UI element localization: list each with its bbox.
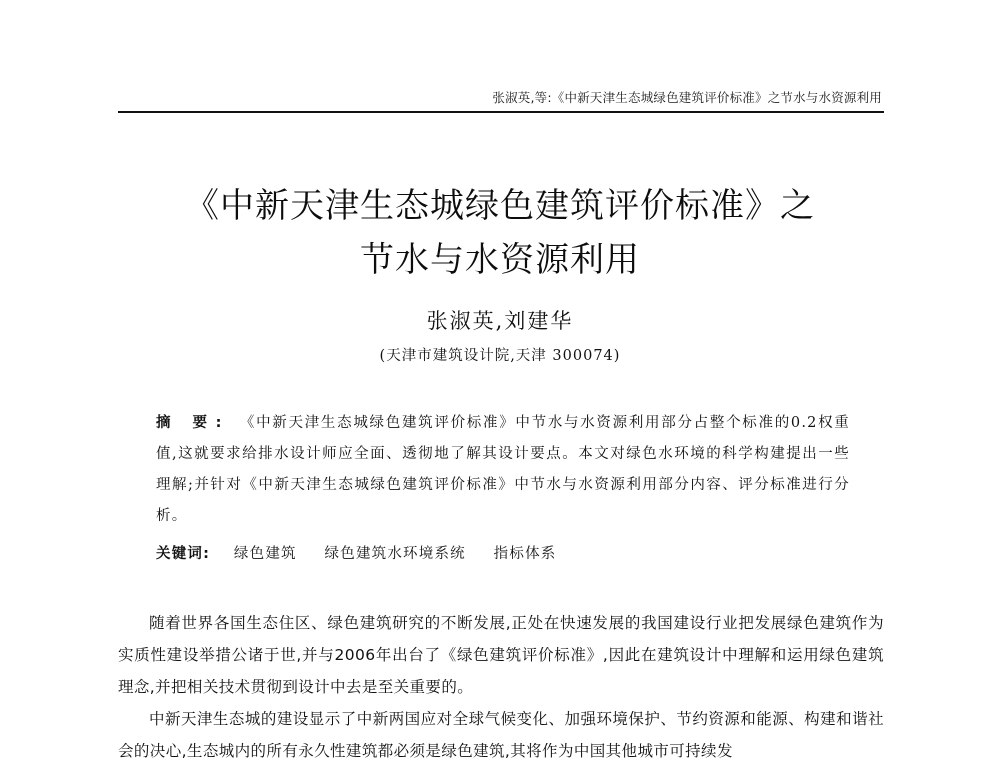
body-paragraph: 随着世界各国生态住区、绿色建筑研究的不断发展,正处在快速发展的我国建设行业把发展绿色建筑作为实质性建设举措公诸于世,并与2006年出台了《绿色建筑评价标准》,因此在建筑设计中理解和运用绿色建筑理念,并把相关技术贯彻到设计中去是至关重要的。 [118,614,884,696]
keywords [156,542,850,563]
keyword-item: 绿色建筑 [233,546,297,562]
keyword-item: 指标体系 [493,546,557,562]
authors: 张淑英,刘建华 [426,309,574,333]
abstract-label: 摘 要: [156,415,230,431]
article-title-line-1: 《中新天津生态城绿色建筑评价标准》之 [185,186,815,226]
keyword-item: 绿色建筑水环境系统 [324,546,466,562]
header-rule [118,111,884,113]
body-text [118,607,884,767]
abstract-text: 《中新天津生态城绿色建筑评价标准》中节水与水资源利用部分占整个标准的0.2权重值,这就要求给排水设计师应全面、透彻地了解其设计要点。本文对绿色水环境的科学构建提出一些理解;并针对《中新天津生态城绿色建筑评价标准》中节水与水资源利用部分内容、评分标准进行分析。 [156,415,850,524]
running-header: 张淑英,等:《中新天津生态城绿色建筑评价标准》之节水与水资源利用 [492,90,882,105]
abstract [156,408,850,532]
body-paragraph: 中新天津生态城的建设显示了中新两国应对全球气候变化、加强环境保护、节约资源和能源、构建和谐社会的决心,生态城内的所有永久性建筑都必须是绿色建筑,其将作为中国其他城市可持续发 [118,710,884,760]
affiliation: (天津市建筑设计院,天津 300074) [379,348,621,364]
article-title-line-2: 节水与水资源利用 [360,240,640,280]
keywords-label: 关键词: [156,546,211,562]
